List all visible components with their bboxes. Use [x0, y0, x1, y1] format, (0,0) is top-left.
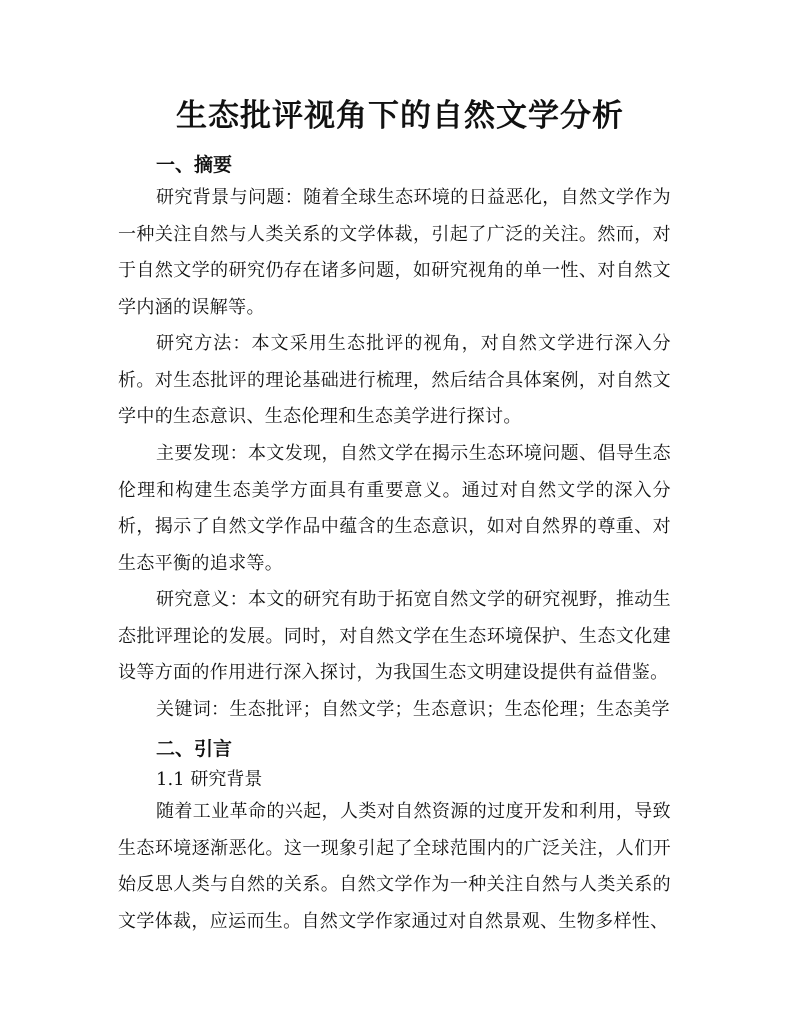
- paragraph-findings: 主要发现：本文发现，自然文学在揭示生态环境问题、倡导生态伦理和构建生态美学方面具有重要意义。通过对自然文学的深入分析，揭示了自然文学作品中蕴含的生态意识，如对自然界的尊重、对生态平衡的追求等。: [118, 443, 671, 574]
- section-heading-abstract: 一、摘要: [156, 154, 233, 176]
- paragraph-method: 研究方法：本文采用生态批评的视角，对自然文学进行深入分析。对生态批评的理论基础进行梳理，然后结合具体案例，对自然文学中的生态意识、生态伦理和生态美学进行探讨。: [118, 333, 671, 427]
- paragraph-background: 研究背景与问题：随着全球生态环境的日益恶化，自然文学作为一种关注自然与人类关系的文学体裁，引起了广泛的关注。然而，对于自然文学的研究仍存在诸多问题，如研究视角的单一性、对自然文学内涵的误解等。: [118, 187, 671, 318]
- document-title: 生态批评视角下的自然文学分析: [176, 98, 624, 134]
- subsection-heading-background: 1.1 研究背景: [156, 769, 263, 790]
- section-heading-intro: 二、引言: [156, 738, 233, 760]
- paragraph-intro: 随着工业革命的兴起，人类对自然资源的过度开发和利用，导致生态环境逐渐恶化。这一现象引起了全球范围内的广泛关注，人们开始反思人类与自然的关系。自然文学作为一种关注自然与人类关系的文学体裁，应运而生。自然文学作家通过对自然景观、生物多样性、: [118, 801, 671, 932]
- paragraph-keywords: 关键词：生态批评；自然文学；生态意识；生态伦理；生态美学: [156, 699, 670, 720]
- paragraph-significance: 研究意义：本文的研究有助于拓宽自然文学的研究视野，推动生态批评理论的发展。同时，对自然文学在生态环境保护、生态文化建设等方面的作用进行深入探讨，为我国生态文明建设提供有益借鉴。: [118, 589, 671, 683]
